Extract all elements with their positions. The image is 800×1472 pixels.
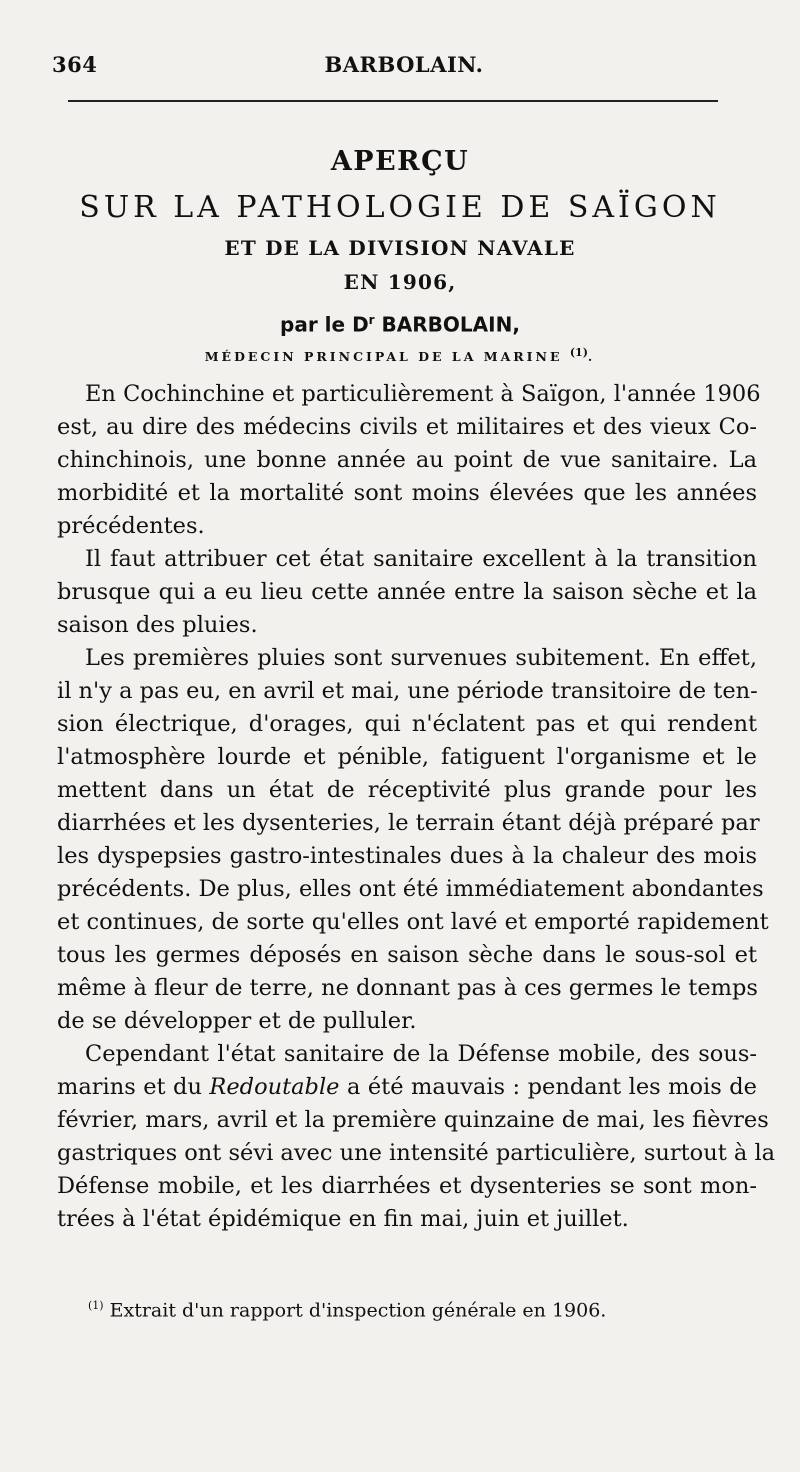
article-title-block [0, 142, 800, 372]
running-title: BARBOLAIN. [324, 52, 484, 77]
body-line: précédentes. [57, 513, 205, 539]
title-line-3: ET DE LA DIVISION NAVALE [224, 236, 576, 260]
body-line: gastriques ont sévi avec une intensité particulière, surtout à la [57, 1140, 776, 1166]
ship-name-italic: Redoutable [209, 1074, 340, 1100]
body-line-with-italic [57, 1071, 757, 1104]
rank-text: MÉDECIN PRINCIPAL DE LA MARINE [204, 349, 570, 365]
body-line: il n'y a pas eu, en avril et mai, une période transitoire de ten- [57, 678, 758, 704]
line-text-before: marins et du [57, 1074, 210, 1100]
body-line: chinchinois, une bonne année au point de vue sanitaire. La [57, 447, 757, 473]
body-line: trées à l'état épidémique en fin mai, juin et juillet. [57, 1206, 629, 1232]
body-line: Défense mobile, et les diarrhées et dysenteries se sont mon- [57, 1173, 757, 1199]
body-line: de se développer et de pulluler. [57, 1008, 417, 1034]
footnote-marker: (1) [88, 1299, 104, 1312]
title-line-1: APERÇU [330, 146, 470, 177]
body-line: En Cochinchine et particulièrement à Saïgon, l'année 1906 [85, 381, 761, 407]
page-number: 364 [52, 52, 98, 77]
article-body [57, 378, 776, 1236]
body-line: mettent dans un état de réceptivité plus grande pour les [57, 777, 757, 803]
footnote [88, 1292, 606, 1324]
body-line: diarrhées et les dysenteries, le terrain étant déjà préparé par [57, 810, 760, 836]
body-line: les dyspepsies gastro-intestinales dues à la chaleur des mois [57, 843, 757, 869]
body-line: l'atmosphère lourde et pénible, fatiguent l'organisme et le [57, 744, 757, 770]
body-line: Il faut attribuer cet état sanitaire excellent à la transition [85, 546, 757, 572]
body-line: Les premières pluies sont survenues subitement. En effet, [85, 645, 757, 671]
running-head [52, 52, 756, 82]
rank-footnote-marker: (1) [569, 346, 588, 359]
author-prefix: par le D [280, 312, 369, 337]
header-rule [68, 100, 718, 102]
body-line: sion électrique, d'orages, qui n'éclatent pas et qui rendent [57, 711, 757, 737]
body-line: tous les germes déposés en saison sèche dans le sous-sol et [57, 942, 757, 968]
title-line-4: EN 1906, [343, 270, 457, 294]
rank-end: . [587, 349, 596, 365]
author-rank [0, 338, 800, 372]
body-line: même à fleur de terre, ne donnant pas à ces germes le temps [57, 975, 758, 1001]
footnote-text: Extrait d'un rapport d'inspection générale en 1906. [103, 1299, 607, 1322]
body-line: Cependant l'état sanitaire de la Défense mobile, des sous- [85, 1041, 757, 1067]
author-line [0, 302, 800, 338]
body-line: précédents. De plus, elles ont été immédiatement abondantes [57, 876, 764, 902]
author-name: BARBOLAIN, [374, 312, 520, 337]
body-line: saison des pluies. [57, 612, 258, 638]
body-line: morbidité et la mortalité sont moins élevées que les années [57, 480, 757, 506]
line-text-after: a été mauvais : pendant les mois de [339, 1074, 757, 1100]
body-line: et continues, de sorte qu'elles ont lavé et emporté rapidement [57, 909, 769, 935]
body-line: est, au dire des médecins civils et militaires et des vieux Co- [57, 414, 757, 440]
body-line: brusque qui a eu lieu cette année entre la saison sèche et la [57, 579, 757, 605]
body-line: février, mars, avril et la première quinzaine de mai, les fièvres [57, 1107, 769, 1133]
title-line-2: SUR LA PATHOLOGIE DE SAÏGON [79, 190, 721, 225]
author-title-sup: r [368, 313, 375, 327]
